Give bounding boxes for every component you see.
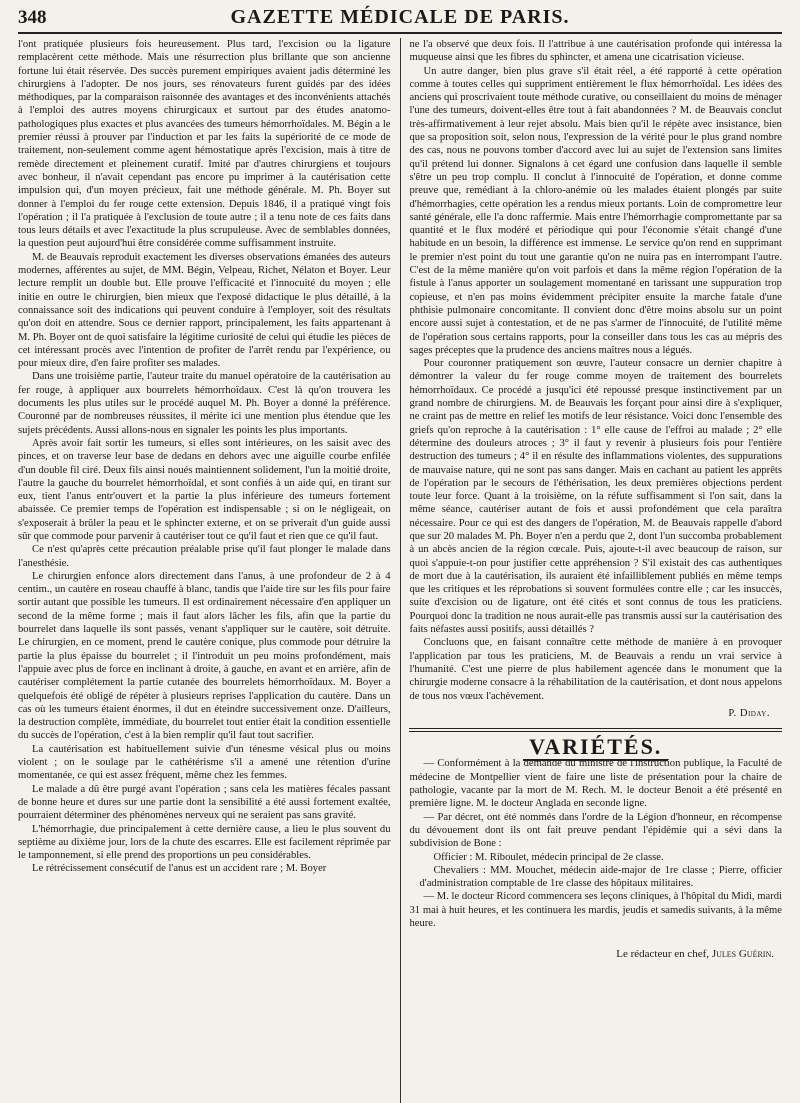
paragraph: Concluons que, en faisant connaître cette méthode de manière à en provoquer l'application par tous les praticiens, M. de Beauvais a rendu un vrai service à l'humanité. C'est une pierre de plus habilement agencée dans le monument que la chirurgie moderne consacre à la réhabilitation de la cautérisation, et dont nous appelons de tous nos vœux l'achèvement. [409, 637, 782, 702]
paragraph: Le chirurgien enfonce alors directement dans l'anus, à une profondeur de 2 à 4 centim., un cautère en roseau chauffé à blanc, tandis que l'aide tire sur les fils pour faire sortir autant que possible les tumeurs. Il est ordinairement nécessaire d'en appliquer un second de la même forme ; mais il faut alors lâcher les fils, afin que la partie du bourrelet dans laquelle ils sont passés, venant s'appliquer sur le cautère, soit détruite. Le chirurgien, en ce moment, prend le cautère conique, plus commode pour détruire la partie la plus épaisse du bourrelet ; il l'introduit un peu moins profondément, mais l'appuie avec plus de force en inclinant à droite, à gauche, en avant et en arrière, afin de cautériser complétement la partie cutanée des bourrelets hémorrhoïdaux. M. Boyer a quelquefois été obligé de répéter à plusieurs reprises l'application du cautère. Dans un cas où les tumeurs étaient énormes, il dut en éteindre successivement onze. D'ailleurs, la destruction complète, immédiate, du bourrelet tout entier était la condition essentielle du succès de l'opération, c'est à la bien remplir qu'il faut tout sacrifier. [18, 570, 391, 742]
editor-prefix: Le rédacteur en chef, [616, 948, 710, 961]
paragraph: Ce n'est qu'après cette précaution préalable prise qu'il faut plonger le malade dans l'anesthésie. [18, 544, 391, 569]
paragraph: Dans une troisième partie, l'auteur traite du manuel opératoire de la cautérisation au fer rouge, à appliquer aux bourrelets hémorrhoïdaux. C'est là qu'on trouvera les documents les plus utiles sur le procédé auquel M. Ph. Boyer a donné la préférence. Couronné par de nombreuses réussites, il mérite ici une mention plus étendue que les sujets précédents. Aussi allons-nous en signaler les points les plus importants. [18, 371, 391, 436]
author-signature: P. Diday. [728, 707, 770, 719]
news-item: — Par décret, ont été nommés dans l'ordre de la Légion d'honneur, en récompense du dévouement dont ils ont fait preuve pendant l'épidémie qui a sévi dans la subdivision de Bone : [409, 811, 782, 850]
section-separator [409, 728, 782, 732]
editor-line [409, 948, 782, 961]
paragraph: ne l'a observé que deux fois. Il l'attribue à une cautérisation profonde qui intéressa la muqueuse ainsi que les fibres du sphincter, et amena une cicatrisation vicieuse. [409, 39, 782, 64]
right-column [409, 38, 782, 1103]
award-line: Officier : M. Riboulet, médecin principal de 2e classe. [433, 851, 664, 863]
paragraph: Le rétrécissement consécutif de l'anus est un accident rare ; M. Boyer [32, 863, 327, 875]
paragraph: M. de Beauvais reproduit exactement les diverses observations émanées des auteurs modernes, afférentes au sujet, de MM. Bégin, Velpeau, Richet, Nélaton et Boyer. Leur lecture remplit un double but. Elle prouve l'efficacité et l'innocuité du moyen ; elle initie en outre le chirurgien, bien mieux que l'exposé didactique le plus détaillé, à la connaissance soit des indications qui peuvent conduire à l'employer, soit des résultats qu'on doit en attendre. Sous ce dernier rapport, principalement, les faits appartenant à M. Ph. Boyer ont de quoi satisfaire la légitime curiosité de celui qui étudie les pièces de cet intéressant procès avec l'intention de profiter de l'arrêt rendu par l'expérience, ou pour mieux dire, d'en faire profiter ses malades. [18, 251, 391, 370]
page-header [18, 6, 782, 34]
paragraph: Le malade a dû être purgé avant l'opération ; sans cela les matières fécales passant de bonne heure et dures sur une partie dont la sensibilité a été aussi fortement exaltée, pourraient déterminer des phénomènes nerveux qui ne seraient pas sans gravité. [18, 783, 391, 822]
paragraph: l'ont pratiquée plusieurs fois heureusement. Plus tard, l'excision ou la ligature remplacèrent cette méthode. Mais une résurrection plus brillante que son ancienne fortune lui était réservée. Des succès purement empiriques avaient jadis déterminé les chirurgiens à l'adopter. De nos jours, ses rénovateurs furent guidés par des idées méthodiques, par la comparaison raisonnée des avantages et des inconvénients attachés à l'emploi des autres moyens chirurgicaux et surtout par des études anatomo-pathologiques plus exactes et plus avancées des tumeurs hémorrhoïdales. M. Bégin a le premier réussi à prouver par l'induction et par les faits la supériorité de ce mode de traitement, non-seulement comme agent hémostatique après l'excision, mais à titre de remède directement et pleinement curatif. Imité par d'autres chirurgiens et toujours avec bonheur, il n'avait cependant pas encore pu imprimer à la cautérisation cette impulsion qui, d'un moyen précieux, fait une méthode générale. M. Ph. Boyer sut donner à l'emploi du fer rouge cette extension. Depuis 1846, il a pratiqué vingt fois l'opération ; il l'a pratiquée à l'exclusion de toute autre ; il a tenu note de ces faits dans tous leurs détails et avec l'exactitude la plus scrupuleuse. Avec de semblables données, la question peut aujourd'hui être considérée comme suffisamment instruite. [18, 39, 391, 250]
editor-name: Jules Guérin. [711, 948, 774, 961]
journal-title: GAZETTE MÉDICALE DE PARIS. [230, 6, 570, 28]
news-item: — M. le docteur Ricord commencera ses leçons cliniques, à l'hôpital du Midi, mardi 31 mai à huit heures, et les continuera les mardis, jeudis et samedis suivants, à la même heure. [409, 891, 782, 929]
paragraph: Après avoir fait sortir les tumeurs, si elles sont intérieures, on les saisit avec des pinces, et on traverse leur base de dedans en dehors avec une aiguille courbe enfilée d'un double fil ciré. Deux fils ainsi noués maintiennent solidement, l'un la moitié droite, l'autre la gauche du bourrelet hémorrhoïdal, et sont confiés à un aide qui, en tirant sur eux, tient l'anus entr'ouvert et la partie la plus inférieure des tumeurs fortement abaissée. Ce premier temps de l'opération est indispensable ; si on le négligeait, on s'exposerait à brûler la peau et le sphincter externe, et on se priverait d'un guide aussi sûr que commode pour parvenir à cautériser tout ce qu'il faut et rien que ce qu'il faut. [18, 437, 391, 542]
varietes-title: VARIÉTÉS. [523, 734, 668, 761]
article-columns [18, 38, 782, 1103]
news-item: — Conformément à la demande du ministre de l'instruction publique, la Faculté de médecine de Montpellier vient de faire une liste de présentation pour la chaire de pathologie, vacante par la mort de M. Rech. M. le docteur Benoit a été présenté en première ligne. M. le docteur Anglada en seconde ligne. [409, 758, 782, 810]
section-heading [409, 734, 782, 760]
left-column [18, 38, 391, 1103]
paragraph: Un autre danger, bien plus grave s'il était réel, a été rapporté à cette opération comme à toutes celles qui suppriment entièrement le flux hémorrhoïdal. Les idées des anciens qui proscrivaient toute méthode curative, ou conseillaient du moins de ménager l'une des tumeurs, doivent-elles être tout à fait abandonnées ? M. de Beauvais conclut très-affirmativement à leur rejet absolu. Mais bien qu'il le répète avec insistance, bien que sa proposition soit, selon nous, l'expression de la vérité pour le plus grand nombre des cas, nous ne pouvons tomber d'accord avec lui au sujet de l'extension sans limites qu'il prétend lui donner. Signalons à cet égard une confusion dans laquelle il semble s'être un peu trop complu. Il conclut à l'innocuité de l'opération, et donne comme preuve que, remédiant à la chloro-anémie où les malades étaient plongés par suite d'hémorrhagies, cette opération les a rendus mieux portants. Loin de compromettre leur santé générale, elle l'a donc raffermie. Mais entre l'hémorrhagie compromettante par sa quantité et le flux modéré et périodique qui pour l'économie s'était changé d'une habitude en un besoin, la différence est immense. Le service qu'on rend en supprimant le premier n'est point du tout une garantie qu'on ne nuira pas en interrompant l'autre. C'est de la même manière qu'on voit parfois et dans la même région l'opération de la fistule à l'anus apporter un soulagement momentané en tarissant une suppuration trop copieuse, et n'en pas moins évidemment précipiter ensuite la marche fatale d'une phthisie pulmonaire concomitante. Il convient donc d'être moins absolu sur un point encore aussi sujet à contestation, et de ne pas s'armer de l'innocuité, de l'utilité même de l'opération sous certains rapports, pour la conseiller dans tous les cas au mépris des sages préceptes que la prudence des anciens maîtres nous a légués. [409, 65, 782, 356]
paragraph: Pour couronner pratiquement son œuvre, l'auteur consacre un dernier chapitre à démontrer la valeur du fer rouge comme moyen de traitement des bourrelets hémorrhoïdaux. Ce procédé a jusqu'ici été repoussé presque instinctivement par un grand nombre de chirurgiens. M. de Beauvais les forçant pour ainsi dire à s'expliquer, ne craint pas de mettre en relief les motifs de leur résistance. Voici donc l'ensemble des griefs qu'on reproche à la cautérisation : 1° elle cause de l'effroi au malade ; 2° elle détermine des douleurs atroces ; 3° il faut y revenir à plusieurs fois pour l'entière destruction des tumeurs ; 4° il en résulte des inflammations violentes, des suppurations de mauvaise nature, qui ne sont pas sans danger. Mais en cachant au patient les apprêts de l'opération par le secours de l'éthérisation, les deux premières objections perdent toute leur force. Quant à la troisième, on la réfute suffisamment si l'on sait, dans la même séance, cautériser autant de fois et aussi profondément que cela paraîtra nécessaire. Pour ce qui est des dangers de l'opération, M. de Beauvais rappelle d'abord que sur 20 malades M. Ph. Boyer n'en a perdu que 2, dont l'un succomba probablement à un abcès ancien de la région cœcale. Puis, ajoute-t-il avec beaucoup de raison, sur quoi s'appuie-t-on pour justifier cette appréhension ? S'il existait des cas authentiques de mort due à la cautérisation, ils auraient été infailliblement publiés en même temps que les critiques et les réprobations si souvent formulées contre elle ; car les insuccès, suite d'excision ou de ligature, ont été cités et sont connus de tous les praticiens. Pourquoi donc la tradition ne nous aurait-elle pas transmis aussi sur la cautérisation des faits néfastes aussi positifs, aussi détaillés ? [409, 358, 782, 636]
page-number: 348 [18, 7, 47, 28]
paragraph: L'hémorrhagie, due principalement à cette dernière cause, a lieu le plus souvent du septième au dixième jour, lors de la chute des escarres. Elle est facilement réprimée par le tamponnement, si elle prend des proportions un peu considérables. [18, 823, 391, 862]
award-line: Chevaliers : MM. Mouchet, médecin aide-major de 1re classe ; Pierre, officier d'administration comptable de 1re classe des hôpitaux militaires. [419, 864, 782, 890]
column-divider [400, 38, 401, 1103]
paragraph: La cautérisation est habituellement suivie d'un ténesme vésical plus ou moins violent ; on le soulage par le cathétérisme s'il a amené une rétention d'urine momentanée, ce qui est assez fréquent, même chez les femmes. [18, 743, 391, 782]
